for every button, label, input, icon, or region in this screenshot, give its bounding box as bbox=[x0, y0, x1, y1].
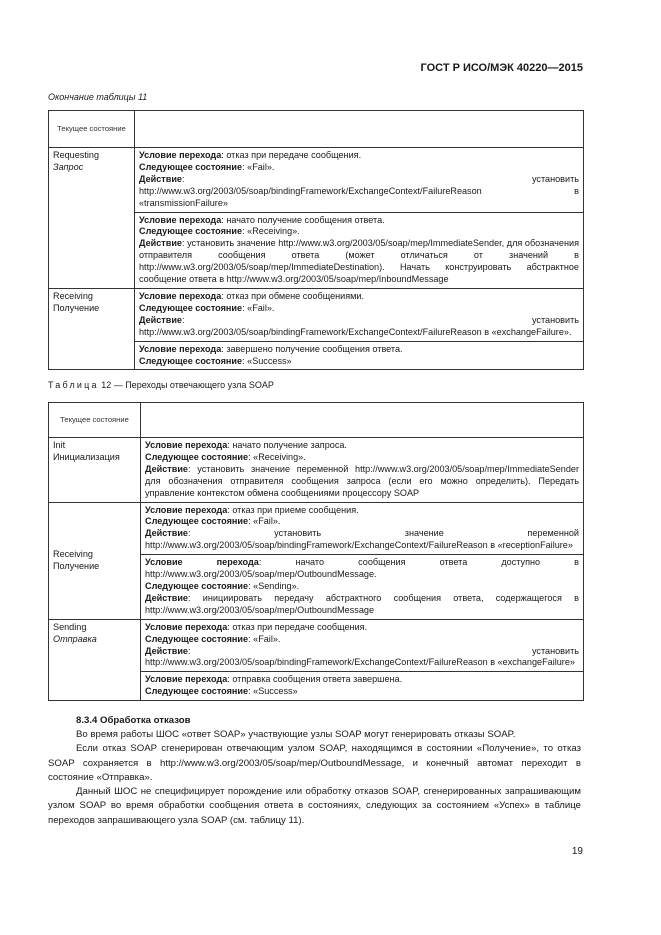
paragraph: Данный ШОС не специфицирует порождение или обработку отказов SOAP, сгенерированных запрашивающим узлом SOAP во время обработки сообщения ответа в состояниях, следующих за состоянием «Успех» в таблице переходов запрашивающего узла SOAP (см. таблицу 11). bbox=[48, 786, 581, 826]
next-state-text: : «Receiving». bbox=[242, 226, 300, 237]
paragraph: Если отказ SOAP сгенерирован отвечающим узлом SOAP, находящимся в состоянии «Получение», то отказ SOAP сохраняется в http://www.w3.org/2003/05/soap/mep/OutboundMessage, и конечный автомат переходит в состояние «Отправка». bbox=[48, 743, 581, 783]
action-label: Действие bbox=[145, 528, 188, 539]
action-label: Действие bbox=[145, 645, 188, 656]
state-name: Receiving bbox=[53, 548, 93, 559]
table-12-caption-word: Таблица bbox=[48, 380, 99, 390]
action-text: : установить значение переменной http://www.w3.org/2003/05/soap/bindingFramework/ExchangeContext/FailureReason в «receptionFailure» bbox=[145, 528, 579, 551]
state-cell bbox=[49, 619, 141, 700]
action-label: Действие bbox=[145, 592, 188, 603]
column-header-current-state: Текущее состояние bbox=[49, 111, 135, 148]
condition-text: : отправка сообщения ответа завершена. bbox=[227, 674, 403, 685]
next-state-text: : «Success» bbox=[242, 355, 292, 366]
condition-label: Условие перехода bbox=[139, 343, 222, 354]
next-state-label: Следующее состояние bbox=[145, 580, 249, 591]
next-state-label: Следующее состояние bbox=[145, 686, 249, 697]
next-state-text: : «Receiving». bbox=[248, 451, 306, 462]
document-code: ГОСТ Р ИСО/МЭК 40220—2015 bbox=[420, 62, 583, 74]
state-name-ru: Отправка bbox=[53, 633, 97, 644]
transition-cell bbox=[135, 288, 584, 341]
condition-label: Условие перехода bbox=[139, 150, 222, 160]
condition-text: : отказ при передаче сообщения. bbox=[221, 150, 362, 160]
condition-text: : отказ при передаче сообщения. bbox=[227, 621, 368, 632]
transition-cell bbox=[141, 555, 584, 620]
state-name-ru: Получение bbox=[53, 560, 100, 571]
table-12-caption bbox=[48, 380, 274, 390]
table-11 bbox=[48, 110, 584, 370]
condition-label: Условие перехода bbox=[145, 504, 228, 515]
column-header-current-state: Текущее состояние bbox=[49, 403, 141, 438]
state-cell bbox=[49, 502, 141, 619]
action-label: Действие bbox=[145, 463, 188, 474]
table-row bbox=[49, 438, 584, 503]
table-12 bbox=[48, 402, 584, 701]
next-state-label: Следующее состояние bbox=[139, 302, 243, 313]
condition-text: : завершено получение сообщения ответа. bbox=[221, 343, 403, 354]
condition-text: : начато получение сообщения ответа. bbox=[221, 214, 385, 225]
table-header-row bbox=[49, 403, 584, 438]
transition-cell bbox=[141, 438, 584, 503]
condition-label: Условие перехода bbox=[145, 557, 259, 568]
table-12-caption-text: 12 — Переходы отвечающего узла SOAP bbox=[98, 380, 274, 390]
action-text: : установить http://www.w3.org/2003/05/soap/bindingFramework/ExchangeContext/FailureReason в «exchangeFailure» bbox=[145, 645, 579, 668]
condition-label: Условие перехода bbox=[139, 214, 222, 225]
column-header-transitions bbox=[141, 403, 584, 438]
next-state-text: : «Sending». bbox=[248, 580, 300, 591]
paragraph: Во время работы ШОС «ответ SOAP» участвующие узлы SOAP могут генерировать отказы SOAP. bbox=[76, 729, 516, 740]
table-row bbox=[49, 288, 584, 341]
transition-cell bbox=[135, 212, 584, 288]
state-name-ru: Запрос bbox=[53, 161, 84, 172]
transition-cell bbox=[141, 619, 584, 672]
table-row bbox=[49, 502, 584, 555]
next-state-text: : «Fail». bbox=[248, 516, 281, 527]
action-label: Действие bbox=[139, 238, 182, 249]
section-body bbox=[48, 728, 581, 828]
next-state-text: : «Fail». bbox=[242, 302, 275, 313]
action-text: : установить значение http://www.w3.org/2003/05/soap/mep/ImmediateSender, для обозначения отправителя сообщения ответа (может отличаться от значений в http://www.w3.org/2003/05/soap/mep/ImmediateDestination). Начать конструировать абстрактное сообщение ответа в http://www.w3.org/2003/05/soap/mep/InboundMessage bbox=[139, 238, 579, 285]
next-state-label: Следующее состояние bbox=[139, 161, 243, 172]
condition-label: Условие перехода bbox=[145, 440, 228, 450]
condition-text: : отказ при обмене сообщениями. bbox=[221, 290, 365, 301]
transition-cell bbox=[141, 502, 584, 555]
state-cell bbox=[49, 148, 135, 289]
state-name-ru: Инициализация bbox=[53, 451, 120, 462]
column-header-transitions bbox=[135, 111, 584, 148]
condition-text: : начато сообщения ответа доступно в http://www.w3.org/2003/05/soap/mep/OutboundMessage. bbox=[145, 557, 579, 580]
table-11-caption: Окончание таблицы 11 bbox=[48, 92, 148, 102]
transition-cell bbox=[135, 148, 584, 213]
action-text: : установить http://www.w3.org/2003/05/soap/bindingFramework/ExchangeContext/FailureReason в «exchangeFailure». bbox=[139, 314, 579, 337]
next-state-text: : «Success» bbox=[248, 686, 298, 697]
next-state-label: Следующее состояние bbox=[145, 516, 249, 527]
state-cell bbox=[49, 288, 135, 369]
table-row bbox=[49, 619, 584, 672]
next-state-label: Следующее состояние bbox=[145, 451, 249, 462]
section-heading: 8.3.4 Обработка отказов bbox=[76, 715, 191, 726]
action-text: : установить значение переменной http://www.w3.org/2003/05/soap/mep/ImmediateSender для обозначения отправителя сообщения запроса (если его можно определить). Передать управление контекстом обмена сообщениями процессору SOAP bbox=[145, 463, 579, 498]
state-name-ru: Получение bbox=[53, 302, 100, 313]
state-name: Receiving bbox=[53, 290, 93, 301]
next-state-label: Следующее состояние bbox=[145, 633, 249, 644]
next-state-label: Следующее состояние bbox=[139, 355, 243, 366]
transition-cell bbox=[141, 672, 584, 701]
table-header-row bbox=[49, 111, 584, 148]
action-label: Действие bbox=[139, 314, 182, 325]
action-text: : инициировать передачу абстрактного сообщения ответа, содержащегося в http://www.w3.org/2003/05/soap/mep/OutboundMessage bbox=[145, 592, 579, 615]
table-row bbox=[49, 148, 584, 213]
action-label: Действие bbox=[139, 173, 182, 184]
state-cell bbox=[49, 438, 141, 503]
action-text: : установить http://www.w3.org/2003/05/soap/bindingFramework/ExchangeContext/FailureReason в «transmissionFailure» bbox=[139, 173, 579, 208]
next-state-text: : «Fail». bbox=[242, 161, 275, 172]
state-name: Requesting bbox=[53, 150, 100, 160]
transition-cell bbox=[135, 341, 584, 370]
next-state-text: : «Fail». bbox=[248, 633, 281, 644]
condition-label: Условие перехода bbox=[145, 674, 228, 685]
state-name: Sending bbox=[53, 621, 87, 632]
state-name: Init bbox=[53, 440, 66, 450]
next-state-label: Следующее состояние bbox=[139, 226, 243, 237]
condition-text: : отказ при приеме сообщения. bbox=[227, 504, 359, 515]
condition-label: Условие перехода bbox=[139, 290, 222, 301]
condition-text: : начато получение запроса. bbox=[227, 440, 347, 450]
condition-label: Условие перехода bbox=[145, 621, 228, 632]
page-number: 19 bbox=[571, 846, 583, 857]
